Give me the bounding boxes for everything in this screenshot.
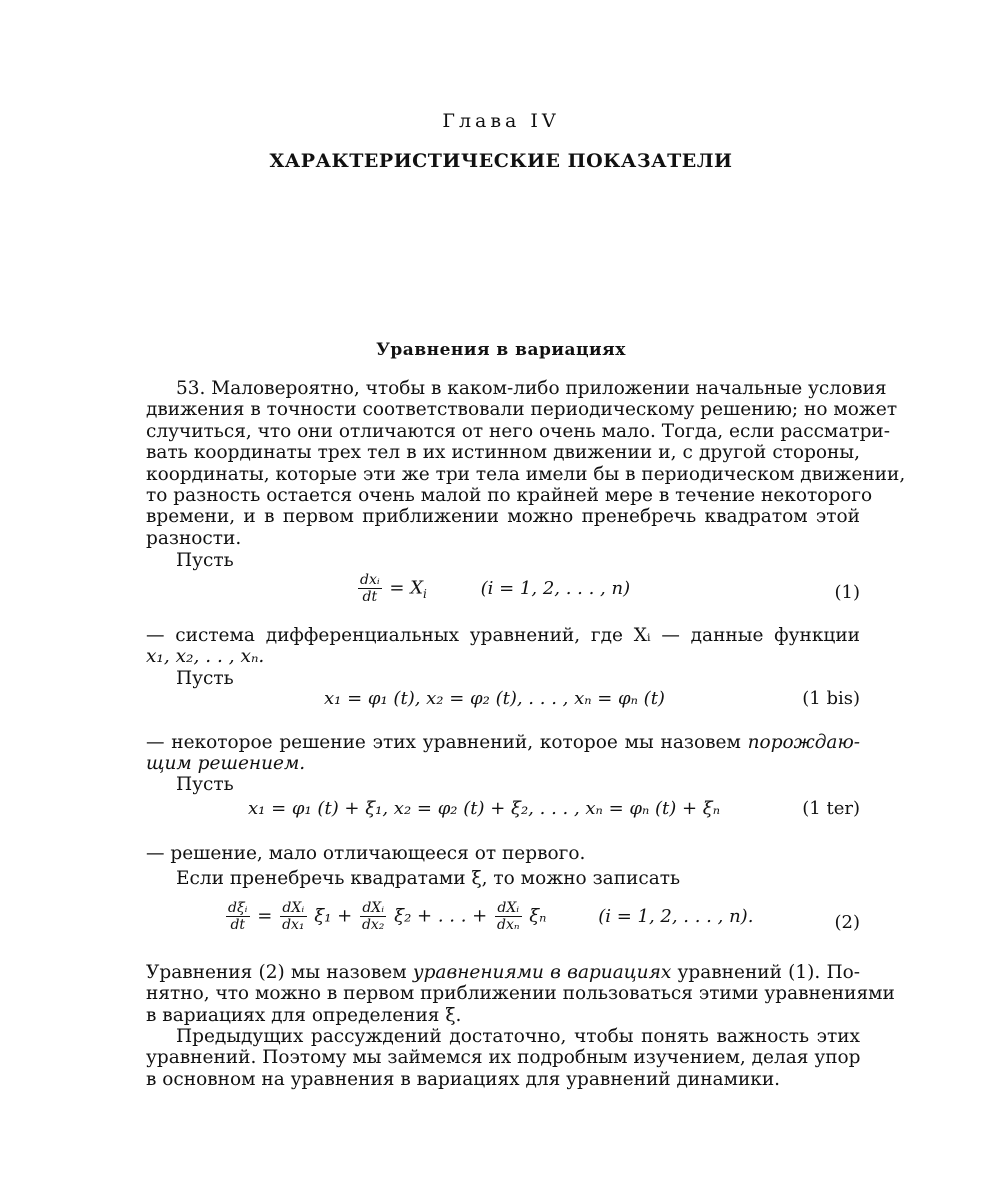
equation-1-subscript: i [423, 587, 427, 602]
equation-2-term-1-fraction [280, 900, 306, 933]
text-line: Уравнения (2) мы назовем уравнениями в вариациях уравнений (1). По- [146, 962, 860, 983]
equation-1-fraction [358, 572, 382, 605]
italic-term: щим решением. [146, 753, 306, 775]
text-line: времени, и в первом приближении можно пренебречь квадратом этой [146, 506, 860, 528]
equation-1-ter [146, 798, 860, 842]
chapter-number: Глава IV [442, 110, 560, 132]
chapter-title: ХАРАКТЕРИСТИЧЕСКИЕ ПОКАЗАТЕЛИ [269, 150, 733, 172]
fraction-denominator: dt [230, 917, 246, 933]
paragraph-close-solution [146, 843, 860, 864]
text-line: — система дифференциальных уравнений, где Xᵢ — данные функции [146, 625, 860, 646]
equation-2-term-3-var: ξₙ [529, 905, 547, 927]
equation-1-number: (1) [834, 582, 860, 603]
equation-2-body: $\frac{\text{dξᵢ}}{dt}$ = $\frac{\text{dXᵢ}}{\text{dx₁}}$ ξ₁ + $\frac{\text{dXᵢ}}{\text{dx₂}}$ ξ₂ + . . . + $\frac{\text{dXᵢ}}{\text{dxₙ}}$ ξₙ (i = 1, 2, . . . , n). [228, 900, 754, 933]
text-line: то разность остается очень малой по крайней мере в течение некоторого [146, 485, 873, 507]
text-line: — решение, мало отличающееся от первого. [146, 843, 586, 864]
text-line: в основном на уравнения в вариациях для уравнений динамики. [146, 1068, 781, 1090]
equation-2-number: (2) [834, 912, 860, 933]
equation-1-ter-body: x₁ = φ₁ (t) + ξ₁, x₂ = φ₂ (t) + ξ₂, . . . , xₙ = φₙ (t) + ξₙ [248, 798, 720, 819]
equation-2 [146, 900, 860, 950]
text-line: x₁, x₂, . . , xₙ. [146, 646, 265, 668]
equation-2-range: (i = 1, 2, . . . , n). [598, 905, 754, 927]
fraction-denominator: dx₂ [361, 917, 385, 933]
text-line: нятно, что можно в первом приближении пользоваться этими уравнениями [146, 983, 895, 1005]
fraction-numerator: dξᵢ [228, 900, 248, 916]
equation-1-bis-number: (1 bis) [802, 688, 860, 709]
text-line: уравнений. Поэтому мы займемся их подробным изучением, делая упор [146, 1047, 861, 1069]
text-line: Если пренебречь квадратами ξ, то можно записать [176, 868, 681, 889]
fraction-numerator: dxᵢ [360, 572, 380, 588]
paragraph-53 [146, 378, 906, 549]
italic-term: порождаю- [747, 732, 860, 753]
equation-1 [146, 572, 860, 616]
equation-1-bis-body: x₁ = φ₁ (t), x₂ = φ₂ (t), . . . , xₙ = φₙ (t) [324, 688, 665, 709]
text-line: разности. [146, 527, 242, 549]
paragraph-generating-solution [146, 732, 860, 775]
equation-1-body [356, 572, 630, 605]
fraction-denominator: dx₁ [282, 917, 305, 933]
let-label: Пусть [176, 550, 234, 571]
text-line: 53. Маловероятно, чтобы в каком-либо приложении начальные условия [176, 378, 887, 399]
equation-2-lhs-fraction [226, 900, 250, 933]
text-line [146, 753, 860, 774]
equation-1-range: (i = 1, 2, . . . , n) [480, 577, 631, 599]
equation-2-term-1-var: ξ₁ + [314, 905, 353, 927]
equation-1-bis [146, 688, 860, 732]
fraction-denominator: dt [362, 589, 378, 605]
fraction-numerator: dXᵢ [280, 900, 306, 917]
equation-2-term-2-var: ξ₂ + . . . + [394, 905, 488, 927]
paragraph-neglect [146, 868, 860, 889]
italic-term: уравнениями в вариациях [412, 962, 672, 983]
paragraph-variational-equations [146, 962, 895, 1026]
paragraph-importance [146, 1026, 860, 1090]
let-label: Пусть [176, 668, 234, 689]
let-label: Пусть [176, 774, 234, 795]
equation-2-term-2-fraction [360, 900, 386, 933]
section-title: Уравнения в вариациях [376, 340, 626, 360]
text-line [146, 732, 860, 753]
text-line: Предыдущих рассуждений достаточно, чтобы понять важность этих [176, 1026, 860, 1047]
text-line: в вариациях для определения ξ. [146, 1004, 462, 1026]
paragraph-system [146, 625, 860, 668]
equation-1-ter-number: (1 ter) [802, 798, 860, 819]
fraction-numerator: dXᵢ [495, 900, 522, 917]
equation-1-rhs: = X [389, 577, 424, 599]
text-line: вать координаты трех тел в их истинном движении и, с другой стороны, [146, 442, 860, 464]
fraction-numerator: dXᵢ [360, 900, 386, 917]
text-line: движения в точности соответствовали периодическому решению; но может [146, 399, 898, 421]
text-run: — некоторое решение этих уравнений, которое мы назовем [146, 732, 741, 753]
text-line: случиться, что они отличаются от него очень мало. Тогда, если рассматри- [146, 420, 891, 442]
equation-2-term-3-fraction [495, 900, 522, 933]
text-line: координаты, которые эти же три тела имели бы в периодическом движении, [146, 463, 906, 485]
fraction-denominator: dxₙ [496, 917, 520, 933]
